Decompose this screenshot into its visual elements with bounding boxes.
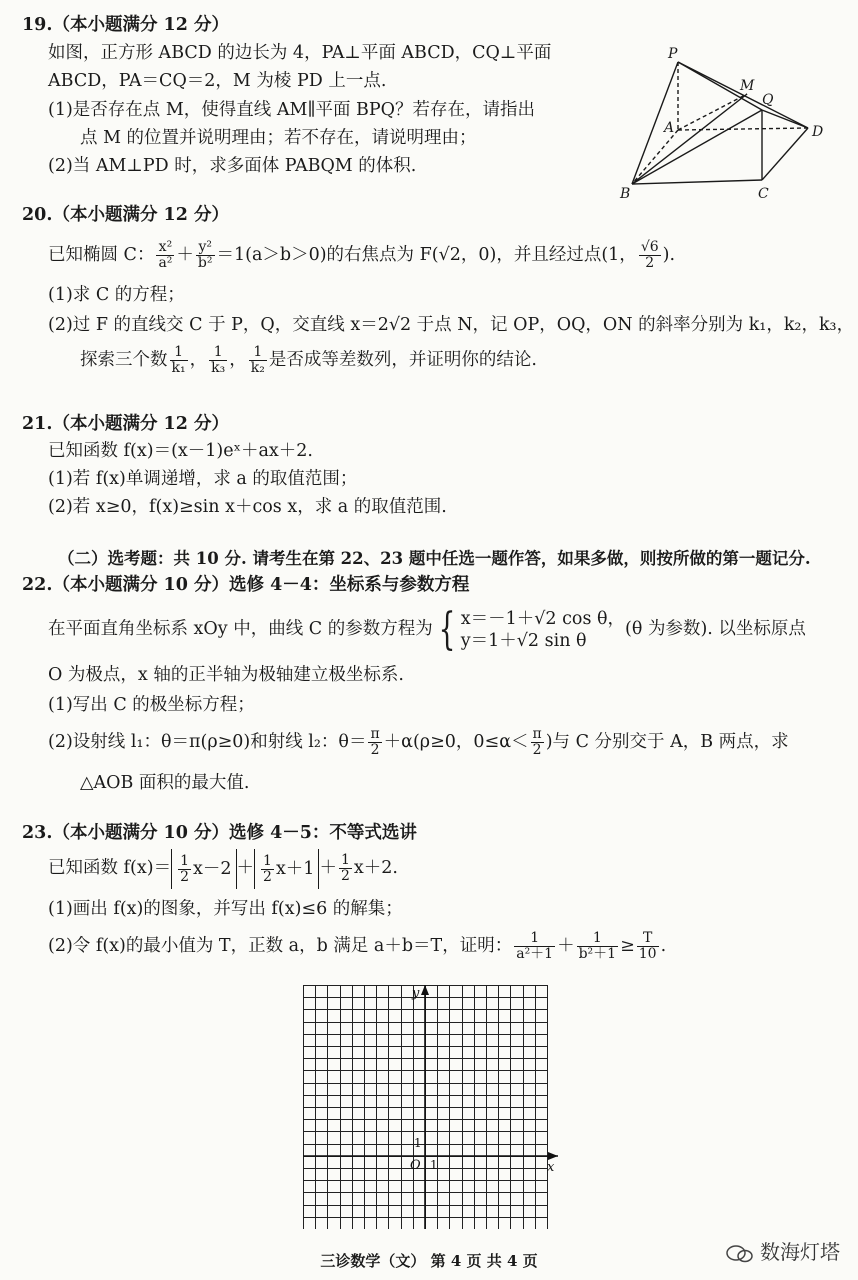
q20-point-close: ). (662, 245, 676, 265)
q21-text-3: (2)若 x≥0，f(x)≥sin x＋cos x，求 a 的取值范围. (48, 497, 447, 517)
q20-point-open: (1， (601, 245, 637, 265)
fig-label-b: B (620, 186, 631, 200)
plus-sign-2: ＋ (319, 858, 337, 878)
q23-header: 23.（本小题满分 10 分）选修 4－5：不等式选讲 (22, 823, 417, 843)
plus-sign: ＋ (236, 858, 255, 878)
q20-text-2: (1)求 C 的方程； (48, 285, 185, 305)
frac-sqrt6: √6 (640, 239, 659, 255)
param-eq-y: y＝1＋√2 sin θ (460, 630, 587, 651)
q23-text-2: (1)画出 f(x)的图象，并写出 f(x)≤6 的解集； (48, 899, 403, 919)
frac-k3: k₃ (211, 360, 226, 376)
q22-text-1 (48, 604, 806, 654)
frac-half-c-n: 1 (340, 852, 350, 868)
q22-intro: 在平面直角坐标系 xOy 中，曲线 C 的参数方程为 (48, 619, 433, 639)
grid-tick-x-1: 1 (430, 1158, 438, 1172)
polyhedron-figure (612, 40, 832, 200)
frac-one-b: 1 (209, 345, 227, 361)
q21-text-1: 已知函数 f(x)＝(x－1)eˣ＋ax＋2. (48, 441, 313, 461)
q20-ellipse-intro: 已知椭圆 C： (48, 245, 155, 265)
abs-term-1 (171, 849, 236, 889)
q22-intro-rest: (θ 为参数). 以坐标原点 (625, 619, 806, 639)
q23-text-1 (48, 848, 398, 889)
grid-x-label: x (547, 1160, 555, 1175)
fig-label-m: M (740, 78, 755, 94)
frac-two: 2 (645, 255, 655, 271)
frac-one-a: 1 (170, 345, 188, 361)
q23-text-3: (2)令 f(x)的最小值为 T，正数 a，b 满足 a＋b＝T，证明： $\frac{1}{\text{a²＋1}}$ ＋ $\frac{1}{\text{b²＋1}}$ ≥ $\frac{T}{10}$ . (48, 930, 667, 962)
q20-header: 20.（本小题满分 12 分） (22, 205, 229, 225)
frac-y2: y² (196, 240, 215, 256)
q23-prove-end: . (660, 936, 667, 956)
section-optional-heading: （二）选考题：共 10 分. 请考生在第 22、23 题中任选一题作答，如果多做，则按所做的第一题记分. (58, 549, 811, 568)
frac-one-e: 1 (577, 931, 618, 947)
page-footer: 三诊数学（文） 第 4 页 共 4 页 (320, 1252, 538, 1270)
q22-rays: (2)设射线 l₁：θ＝π(ρ≥0)和射线 l₂：θ＝ (48, 732, 367, 752)
frac-half-b-n: 1 (263, 852, 272, 869)
frac-two-b: 2 (532, 742, 542, 758)
q21-header: 21.（本小题满分 12 分） (22, 414, 229, 434)
q22-text-4 (48, 722, 789, 762)
q20-ellipse-rest: ＝1(a＞b＞0)的右焦点为 F(√2，0)，并且经过点 (216, 245, 602, 265)
frac-two-a: 2 (370, 742, 380, 758)
q22-rays-rest: )与 C 分别交于 A，B 两点，求 (545, 732, 789, 752)
ge-sign: ≥ (620, 936, 635, 956)
watermark-text: 数海灯塔 (760, 1240, 840, 1264)
abs-expr-1: x－2 (193, 858, 232, 879)
abs-term-2 (254, 849, 319, 889)
frac-pi-b: π (532, 726, 542, 742)
q20-explore: 探索三个数 (80, 350, 168, 370)
frac-k1: k₁ (171, 360, 186, 376)
q23-function-intro: 已知函数 f(x)＝ (48, 858, 172, 878)
frac-k2: k₂ (250, 360, 265, 376)
fig-label-c: C (758, 186, 769, 200)
q22-text-2: O 为极点，x 轴的正半轴为极轴建立极坐标系. (48, 665, 404, 685)
frac-one-d: 1 (514, 931, 555, 947)
q19-header: 19.（本小题满分 12 分） (22, 15, 229, 35)
frac-x2: x² (156, 240, 174, 256)
frac-pi-a: π (370, 726, 380, 742)
q19-text-4: 点 M 的位置并说明理由；若不存在，请说明理由； (80, 128, 477, 148)
fig-label-q: Q (762, 92, 774, 108)
q22-header: 22.（本小题满分 10 分）选修 4－4：坐标系与参数方程 (22, 575, 470, 595)
frac-ten: 10 (638, 946, 657, 962)
q22-text-5: △AOB 面积的最大值. (80, 773, 250, 793)
q19-text-3: (1)是否存在点 M，使得直线 AM∥平面 BPQ？若存在，请指出 (48, 100, 536, 120)
q22-conditions: (ρ≥0，0≤α＜ (412, 732, 529, 752)
q20-explore-rest: 是否成等差数列，并证明你的结论. (268, 350, 537, 370)
frac-half-b-d: 2 (263, 868, 272, 885)
wechat-icon (726, 1245, 754, 1263)
coordinate-grid (303, 985, 558, 1229)
frac-b2p1: b²＋1 (578, 946, 617, 962)
frac-b2: b² (197, 255, 213, 271)
frac-half-c-d: 2 (340, 868, 350, 884)
q21-text-2: (1)若 f(x)单调递增，求 a 的取值范围； (48, 469, 358, 489)
param-eq-x: x＝－1＋√2 cos θ， (460, 608, 626, 629)
frac-a2p1: a²＋1 (516, 946, 554, 962)
q23-function-rest: x＋2. (353, 858, 398, 878)
q23-prove-intro: (2)令 f(x)的最小值为 T，正数 a，b 满足 a＋b＝T，证明： (48, 936, 513, 956)
left-brace: { (438, 603, 456, 655)
frac-T: T (637, 931, 659, 947)
q22-plus-alpha: ＋α (383, 732, 413, 752)
fig-label-p: P (668, 46, 678, 62)
grid-tick-y-1: 1 (414, 1136, 422, 1150)
q20-text-1: 已知椭圆 C： $\frac{\text{x²}}{\text{a²}}$ ＋ $\frac{\text{y²}}{\text{b²}}$ ＝1(a＞b＞0)的右焦点为 F(√2，0)，并且经过点(1， $\frac{√6}{2}$ ). (48, 239, 676, 271)
watermark (726, 1236, 840, 1265)
fig-label-d: D (812, 124, 824, 140)
grid-origin-label: O (410, 1158, 421, 1173)
frac-a2: a² (158, 255, 173, 271)
grid-y-label: y (412, 986, 420, 1001)
frac-one-c: 1 (249, 345, 267, 361)
abs-expr-2: x＋1 (275, 858, 315, 879)
frac-half-a-n: 1 (180, 852, 189, 869)
q20-text-3: (2)过 F 的直线交 C 于 P，Q，交直线 x＝2√2 于点 N，记 OP，OQ，ON 的斜率分别为 k₁，k₂，k₃， (48, 315, 855, 335)
q19-text-5: (2)当 AM⊥PD 时，求多面体 PABQM 的体积. (48, 156, 417, 176)
q19-text-2: ABCD，PA＝CQ＝2，M 为棱 PD 上一点. (48, 71, 387, 91)
frac-half-a-d: 2 (180, 868, 189, 885)
param-system (461, 608, 625, 652)
fig-label-a: A (664, 120, 675, 136)
q19-text-1: 如图，正方形 ABCD 的边长为 4，PA⊥平面 ABCD，CQ⊥平面 (48, 43, 552, 63)
q20-text-4: 探索三个数 $\frac{1}{\text{k₁}}$ ， $\frac{1}{\text{k₃}}$ ， $\frac{1}{\text{k₂}}$ 是否成等差数列，并证明你的结论. (80, 344, 537, 376)
q22-text-3: (1)写出 C 的极坐标方程； (48, 695, 255, 715)
